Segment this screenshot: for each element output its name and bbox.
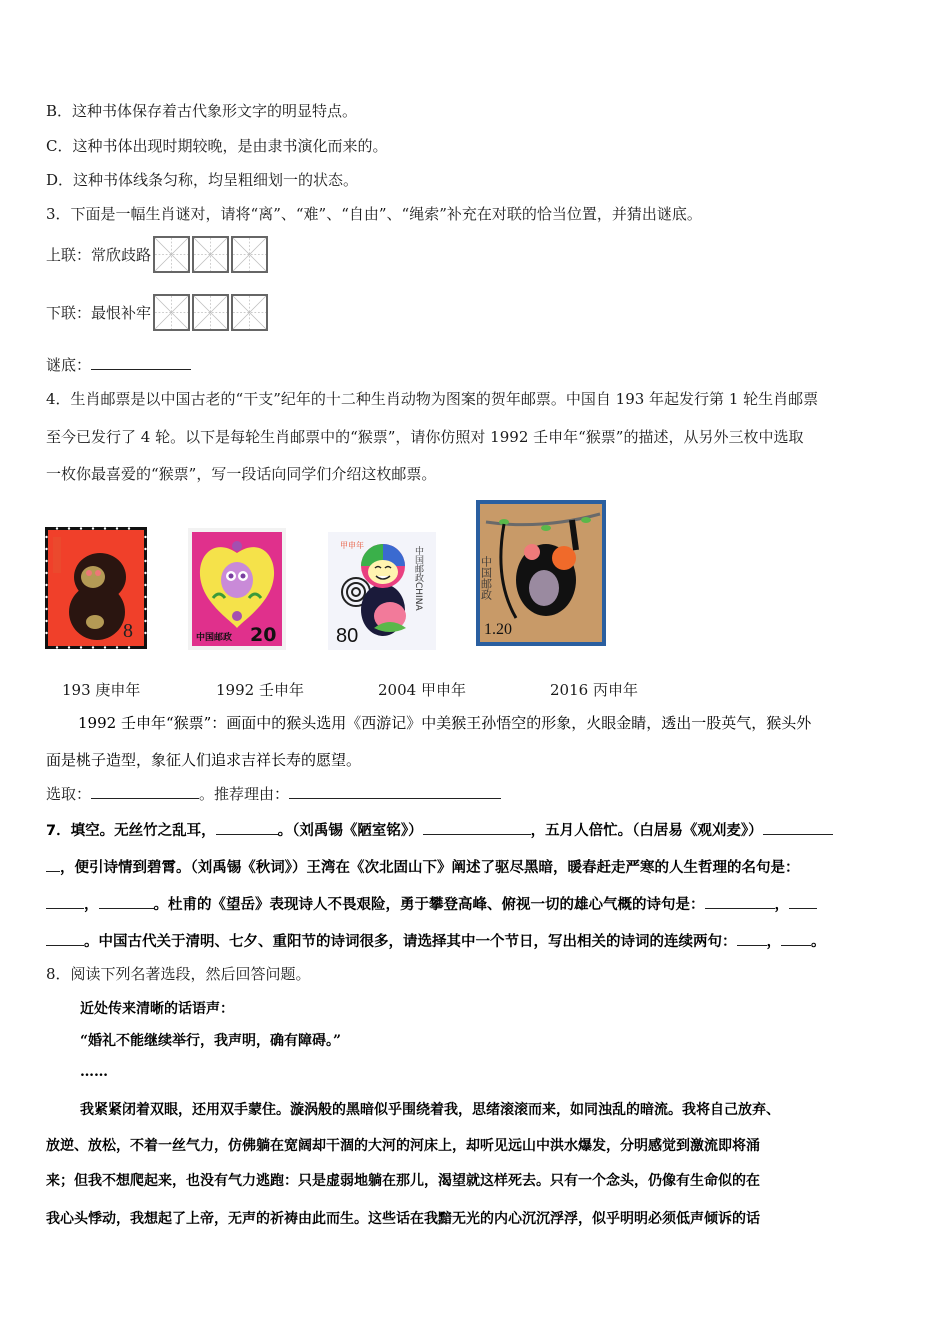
writing-grid-box[interactable] (192, 236, 229, 273)
q8-passage-line-1: 近处传来清晰的话语声： (80, 1001, 234, 1017)
q7-blank-4[interactable] (46, 894, 84, 909)
q7-blank-5[interactable] (99, 894, 154, 909)
q7-text: ， (766, 934, 781, 950)
answer-label: 谜底： (46, 356, 92, 374)
q4-description-line-2: 面是桃子造型，象征人们追求吉祥长寿的愿望。 (46, 751, 362, 769)
option-d: D．这种书体线条匀称，均呈粗细划一的状态。 (46, 171, 359, 189)
q7-blank-7-cont[interactable] (46, 931, 84, 946)
stamp-2016-monkey (476, 500, 606, 646)
q8-passage-ellipsis: …… (80, 1064, 108, 1080)
q7-blank-1[interactable] (216, 820, 278, 835)
q3-lower-couplet (46, 294, 270, 331)
stamp-caption-2004: 2004 甲申年 (378, 681, 466, 699)
answer-blank[interactable] (91, 355, 191, 370)
q7-text: 。中国古代关于清明、七夕、重阳节的诗词很多，请选择其中一个节日，写出相关的诗词的连续两句： (84, 934, 737, 950)
q7-text: 7．填空。无丝竹之乱耳， (46, 823, 216, 839)
writing-grid-box[interactable] (153, 236, 190, 273)
writing-grid-box[interactable] (231, 236, 268, 273)
q7-line-2 (46, 857, 800, 878)
q8-paragraph-line-4: 我心头悸动，我想起了上帝，无声的祈祷由此而生。这些话在我黯无光的内心沉沉浮浮，似乎明明必须低声倾诉的话 (46, 1211, 760, 1227)
svg-text:甲申年: 甲申年 (340, 541, 364, 550)
q7-blank-3[interactable] (763, 820, 833, 835)
q7-line-4 (46, 931, 826, 952)
q8-passage-line-2: “婚礼不能继续举行，我声明，确有障碍。” (80, 1033, 342, 1049)
lower-couplet-label: 下联：最恨补牢 (46, 303, 152, 322)
q7-text: ，五月人倍忙。（白居易《观刈麦》） (530, 823, 763, 839)
select-label: 选取： (46, 785, 92, 803)
q8-paragraph-line-1: 我紧紧闭着双眼，还用双手蒙住。漩涡般的黑暗似乎围绕着我，思绪滚滚而来，如同浊乱的暗流。我将自己放弃、 (80, 1102, 780, 1118)
q7-text: ，便引诗情到碧霄。（刘禹锡《秋词》）王湾在《次北固山下》阐述了驱尽黑暗，暖春赶走严寒的人生哲理的名句是： (60, 860, 800, 876)
stamp-2004-monkey (328, 532, 436, 650)
writing-grid-box[interactable] (231, 294, 268, 331)
svg-text:8: 8 (123, 620, 133, 642)
q7-text: 。（刘禹锡《陋室铭》） (277, 823, 423, 839)
svg-text:中国邮政: 中国邮政 (196, 633, 233, 643)
writing-grid-box[interactable] (192, 294, 229, 331)
q3-prompt: 3．下面是一幅生肖谜对，请将“离”、“难”、“自由”、“绳索”补充在对联的恰当位置，并猜出谜底。 (46, 205, 702, 223)
stamp-caption-1980: 193 庚申年 (62, 681, 141, 699)
stamp-caption-1992: 1992 壬申年 (216, 681, 304, 699)
writing-grid-box[interactable] (153, 294, 190, 331)
q4-answer-line (46, 784, 501, 804)
q8-paragraph-line-2: 放逆、放松，不着一丝气力，仿佛躺在宽阔却干涸的大河的河床上，却听见远山中洪水爆发，分明感觉到激流即将涌 (46, 1138, 760, 1154)
option-c: C．这种书体出现时期较晚，是由隶书演化而来的。 (46, 137, 388, 155)
q3-upper-couplet (46, 236, 270, 273)
q4-line-1: 4．生肖邮票是以中国古老的“干支”纪年的十二种生肖动物为图案的贺年邮票。中国自 193 年起发行第 1 轮生肖邮票 (46, 390, 819, 408)
q7-text: 。杜甫的《望岳》表现诗人不畏艰险，勇于攀登高峰、俯视一切的雄心气概的诗句是： (153, 897, 705, 913)
stamp-1992-monkey (188, 528, 286, 650)
q7-text: ， (84, 897, 99, 913)
select-blank[interactable] (91, 784, 199, 799)
upper-couplet-label: 上联：常欣歧路 (46, 245, 152, 264)
q3-answer-line (46, 355, 191, 375)
q7-blank-7[interactable] (789, 894, 817, 909)
q7-blank-8[interactable] (737, 931, 767, 946)
q4-line-3: 一枚你最喜爱的“猴票”，写一段话向同学们介绍这枚邮票。 (46, 465, 437, 483)
svg-text:20: 20 (250, 624, 277, 646)
svg-text:80: 80 (336, 625, 359, 647)
option-b: B．这种书体保存着古代象形文字的明显特点。 (46, 102, 358, 120)
q7-blank-6[interactable] (705, 894, 775, 909)
q4-line-2: 至今已发行了 4 轮。以下是每轮生肖邮票中的“猴票”，请你仿照对 1992 壬申年“猴票”的描述，从另外三枚中选取 (46, 428, 804, 446)
q8-prompt: 8．阅读下列名著选段，然后回答问题。 (46, 965, 311, 983)
q7-line-1 (46, 820, 833, 841)
stamp-caption-2016: 2016 丙申年 (550, 681, 638, 699)
svg-text:中国邮政CHINA: 中国邮政CHINA (413, 546, 423, 611)
reason-label: 。推荐理由： (199, 785, 290, 803)
q4-description-line-1: 1992 壬申年“猴票”：画面中的猴头选用《西游记》中美猴王孙悟空的形象，火眼金睛，透出一股英气，猴头外 (78, 714, 812, 732)
svg-text:中国邮政: 中国邮政 (479, 556, 493, 600)
svg-text:1.20: 1.20 (484, 621, 512, 638)
q7-text: 。 (811, 934, 826, 950)
q7-line-3 (46, 894, 817, 915)
q7-text: ， (774, 897, 789, 913)
stamp-1980-monkey (45, 527, 147, 649)
q7-blank-2[interactable] (423, 820, 531, 835)
reason-blank[interactable] (289, 784, 501, 799)
q8-paragraph-line-3: 来；但我不想爬起来，也没有气力逃跑：只是虚弱地躺在那儿，渴望就这样死去。只有一个念头，仍像有生命似的在 (46, 1173, 760, 1189)
q7-blank-9[interactable] (781, 931, 811, 946)
q7-blank-3-cont[interactable] (46, 857, 60, 872)
